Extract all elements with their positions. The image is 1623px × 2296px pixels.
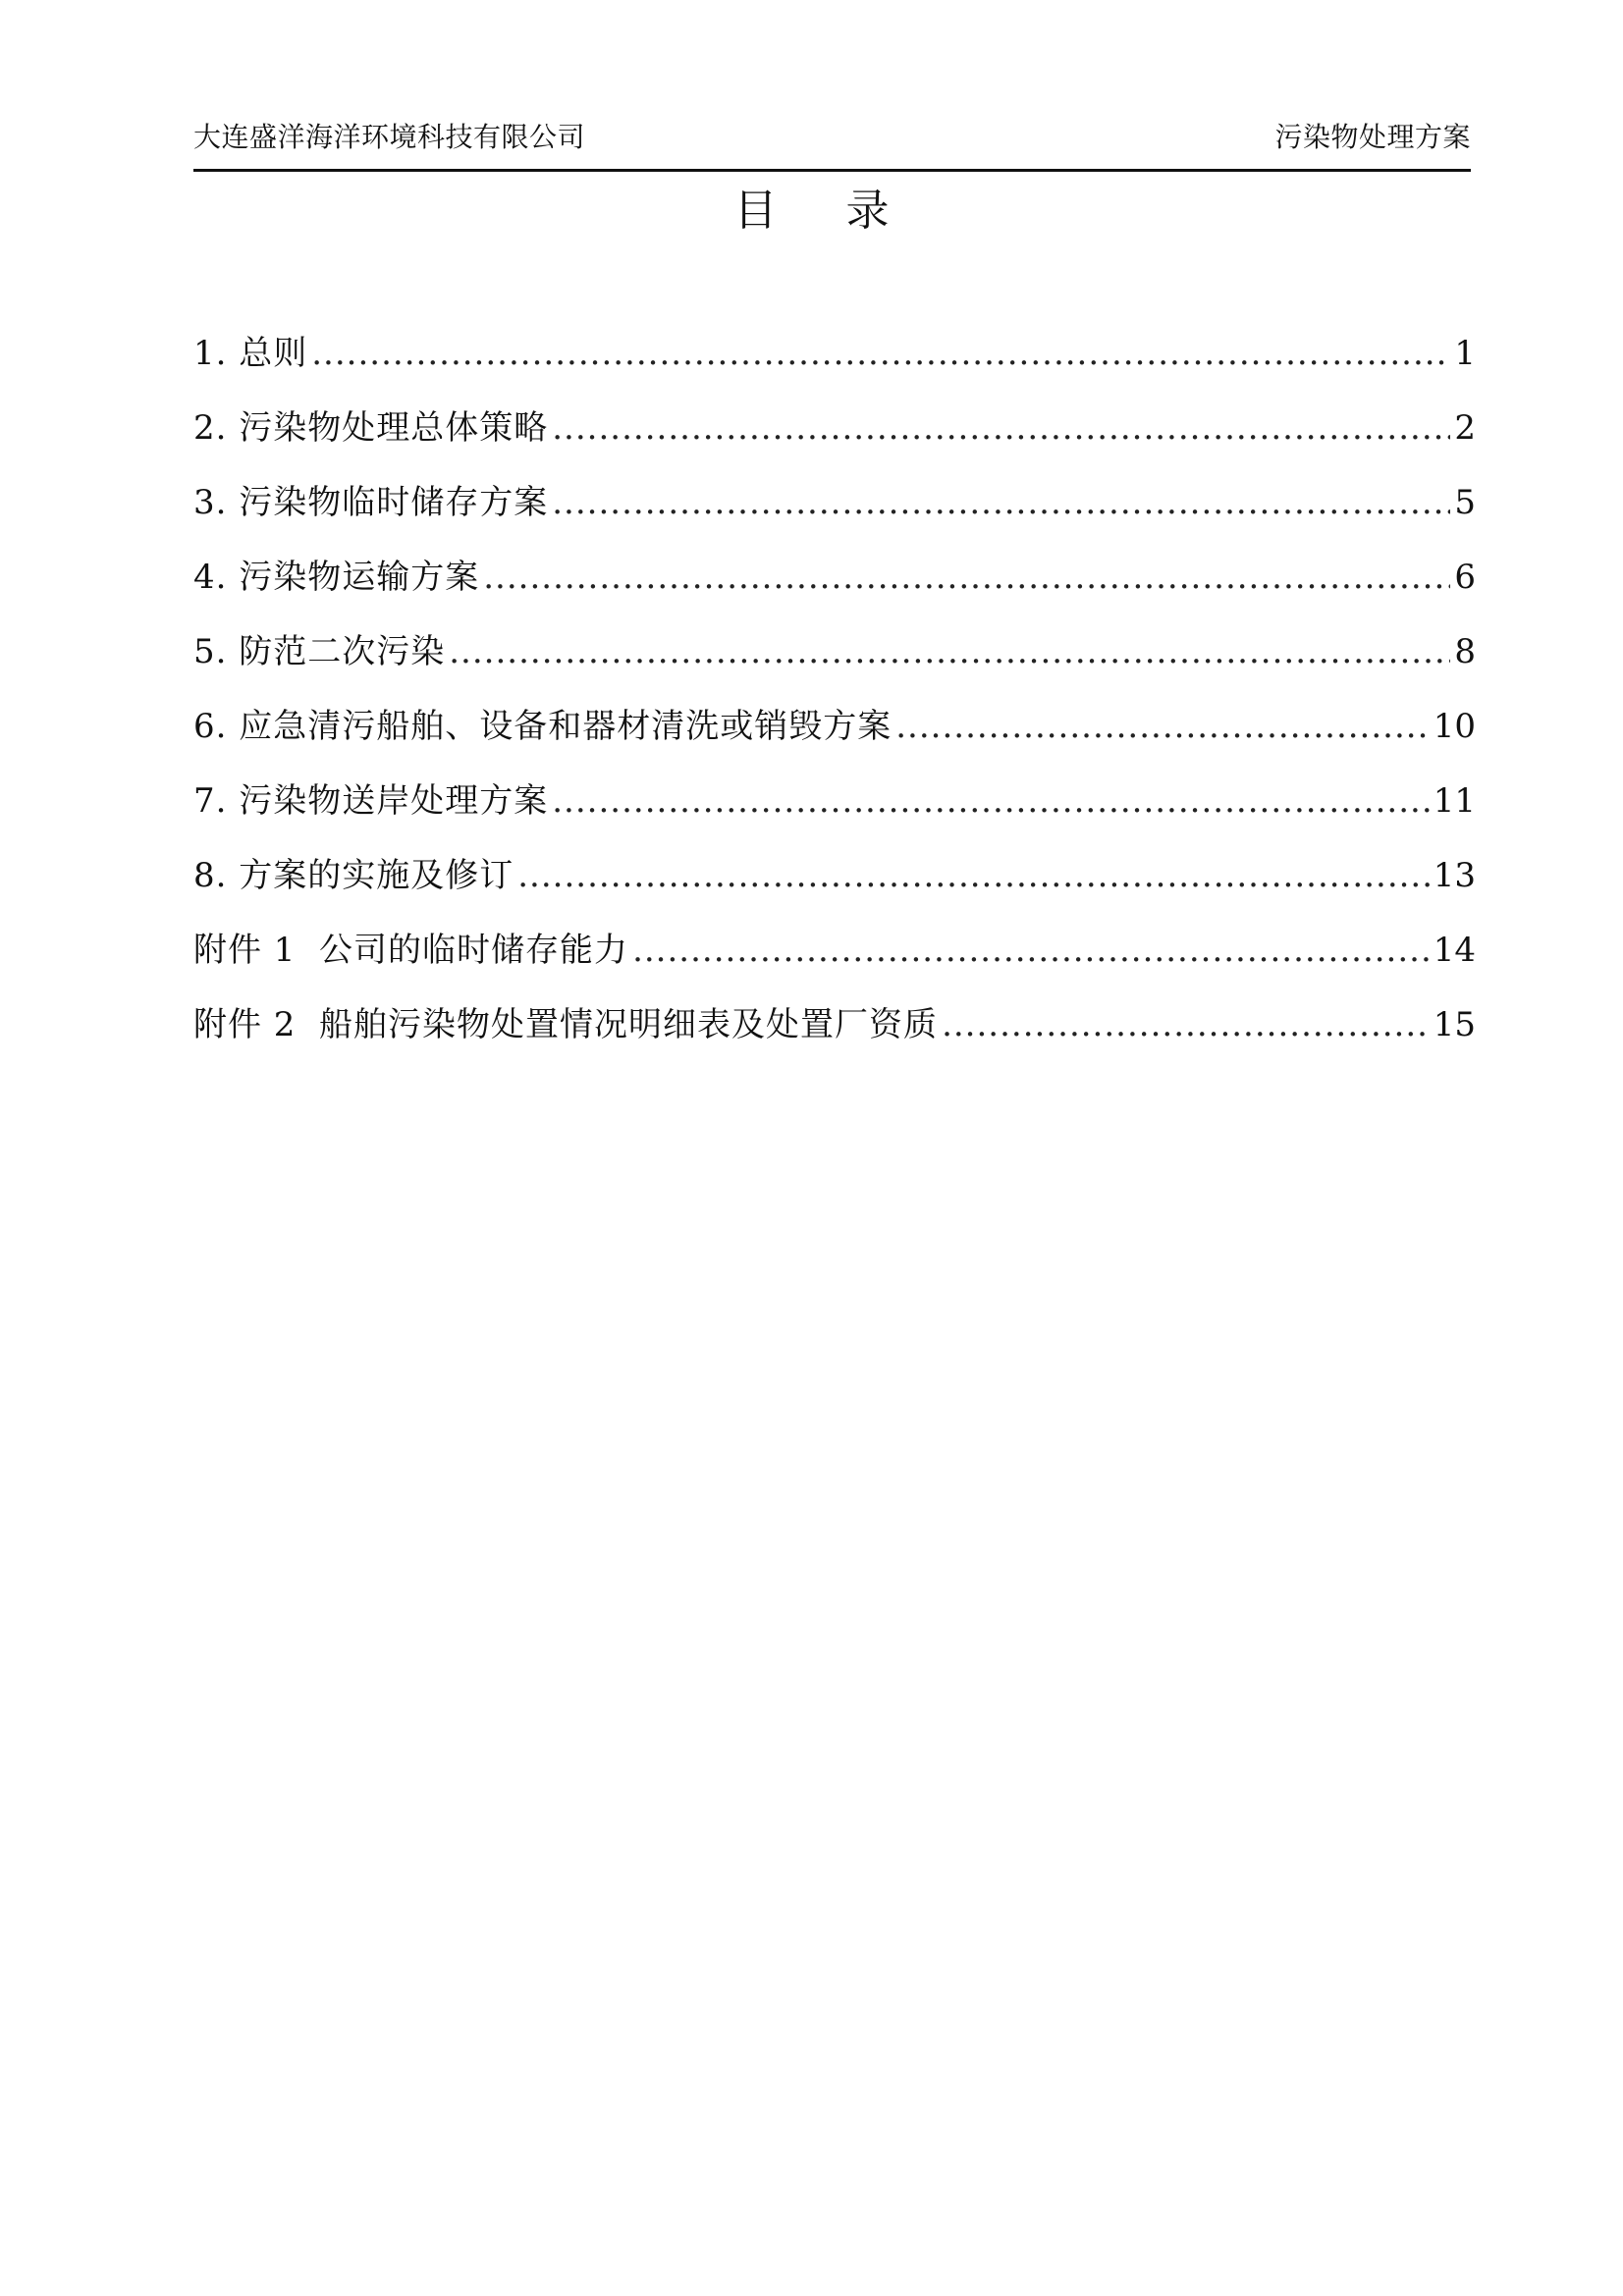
toc-item-label: 4. 污染物运输方案 (193, 558, 480, 597)
toc-item[interactable] (193, 997, 1476, 1072)
toc-leader-dots (449, 632, 1450, 671)
toc-item-label: 2. 污染物处理总体策略 (193, 408, 549, 448)
toc-item-label: 1. 总则 (193, 334, 308, 373)
toc-item-page: 10 (1433, 707, 1476, 746)
toc-item-label: 附件 2 船舶污染物处置情况明细表及处置厂资质 (193, 1005, 939, 1044)
toc-item[interactable] (193, 400, 1476, 475)
toc-item[interactable] (193, 699, 1476, 774)
toc-leader-dots (942, 1005, 1430, 1044)
toc-item-page: 15 (1433, 1005, 1476, 1044)
page-header (193, 110, 1471, 172)
toc-item-page: 13 (1433, 856, 1476, 895)
toc-item-page: 6 (1454, 558, 1476, 597)
toc-item-label: 3. 污染物临时储存方案 (193, 483, 549, 522)
toc-leader-dots (552, 781, 1429, 821)
toc-leader-dots (552, 483, 1450, 522)
toc-item-page: 5 (1454, 483, 1476, 522)
toc-item-label: 5. 防范二次污染 (193, 632, 446, 671)
document-title: 污染物处理方案 (1274, 121, 1471, 153)
toc-item[interactable] (193, 848, 1476, 923)
toc-item-label: 7. 污染物送岸处理方案 (193, 781, 549, 821)
toc-item[interactable] (193, 326, 1476, 400)
toc-leader-dots (517, 856, 1429, 895)
toc-item-page: 14 (1433, 931, 1476, 970)
toc-leader-dots (895, 707, 1429, 746)
toc-leader-dots (552, 408, 1450, 448)
toc-item-label: 附件 1 公司的临时储存能力 (193, 931, 629, 970)
toc-title: 目 录 (733, 186, 917, 236)
toc-item-page: 1 (1454, 334, 1476, 373)
toc-item-page: 2 (1454, 408, 1476, 448)
toc-item-label: 8. 方案的实施及修订 (193, 856, 514, 895)
toc-item[interactable] (193, 550, 1476, 624)
toc-leader-dots (632, 931, 1430, 970)
toc-leader-dots (311, 334, 1450, 373)
toc-item[interactable] (193, 624, 1476, 699)
toc-list (193, 326, 1476, 1072)
toc-item[interactable] (193, 774, 1476, 848)
toc-item[interactable] (193, 923, 1476, 997)
toc-item-label: 6. 应急清污船舶、设备和器材清洗或销毁方案 (193, 707, 893, 746)
company-name: 大连盛洋海洋环境科技有限公司 (193, 121, 586, 153)
toc-item[interactable] (193, 475, 1476, 550)
toc-leader-dots (483, 558, 1450, 597)
toc-item-page: 8 (1454, 632, 1476, 671)
toc-item-page: 11 (1433, 781, 1476, 821)
